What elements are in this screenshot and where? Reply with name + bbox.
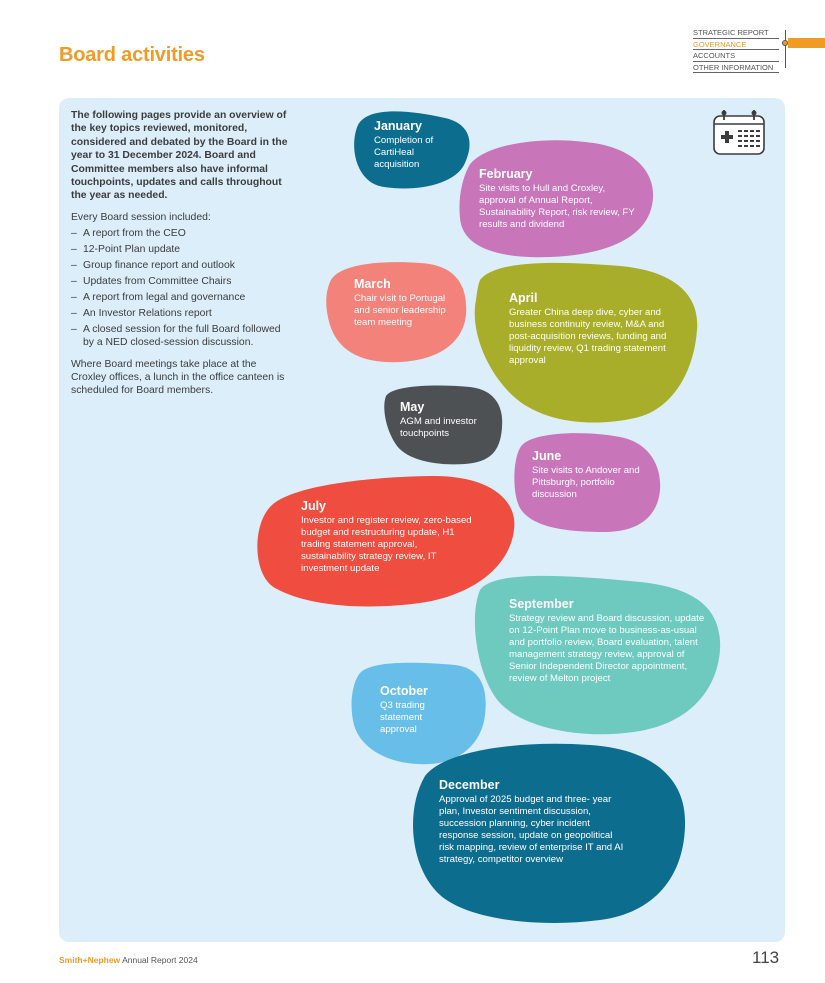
month-may xyxy=(400,400,495,440)
intro-note: Where Board meetings take place at the Croxley offices, a lunch in the office canteen is scheduled for Board members. xyxy=(71,358,285,397)
month-detail: Site visits to Andover and Pittsburgh, portfolio discussion xyxy=(532,465,640,500)
month-detail: Site visits to Hull and Croxley, approval of Annual Report, Sustainability Report, risk review, FY results and dividend xyxy=(479,183,635,230)
footer-brand xyxy=(59,955,198,965)
month-detail: Greater China deep dive, cyber and business continuity review, M&A and post-acquisition reviews, funding and liquidity review, Q1 trading statement approval xyxy=(509,307,667,366)
month-detail: Investor and register review, zero-based budget and restructuring update, H1 trading statement approval, sustainability strategy review, IT investment update xyxy=(301,515,472,574)
month-detail: Approval of 2025 budget and three- year plan, Investor sentiment discussion, succession planning, cyber incident response session, update on geopolitical risk mapping, review of enterprise IT and AI strategy, competitor overview xyxy=(439,794,624,865)
month-february xyxy=(479,167,639,231)
month-september xyxy=(509,597,707,685)
month-detail: Q3 trading statement approval xyxy=(380,700,425,735)
month-detail: Strategy review and Board discussion, update on 12-Point Plan move to business-as-usual and portfolio review, Board evaluation, talent management strategy review, approval of Senior Independent Director appointment, review of Melton project xyxy=(509,613,705,684)
month-detail: AGM and investor touchpoints xyxy=(400,416,477,439)
month-june xyxy=(532,449,650,501)
month-name: March xyxy=(354,277,391,291)
list-item: – A report from the CEO xyxy=(71,227,293,240)
month-name: January xyxy=(374,119,422,133)
month-detail: Chair visit to Portugal and senior leadership team meeting xyxy=(354,293,446,328)
month-name: April xyxy=(509,291,538,305)
month-name: February xyxy=(479,167,533,181)
month-detail: Completion of CartiHeal acquisition xyxy=(374,135,434,170)
list-item: – Updates from Committee Chairs xyxy=(71,275,293,288)
month-december xyxy=(439,778,624,866)
month-july xyxy=(301,499,473,575)
nav-item-accounts[interactable]: ACCOUNTS xyxy=(693,50,779,62)
month-march xyxy=(354,277,454,329)
month-january xyxy=(374,119,459,171)
brand-name: Smith+Nephew xyxy=(59,955,121,965)
month-name: July xyxy=(301,499,327,513)
month-name: May xyxy=(400,400,425,414)
month-april xyxy=(509,291,684,367)
nav-item-strategic-report[interactable]: STRATEGIC REPORT xyxy=(693,27,779,39)
intro-summary: The following pages provide an overview of the key topics reviewed, monitored, considered and debated by the Board in the year to 31 December 2024. Board and Committee members also have informal touchpoints, updates and calls throughout the year as needed. xyxy=(71,110,288,202)
nav-item-other-information[interactable]: OTHER INFORMATION xyxy=(693,62,779,74)
list-item: – 12-Point Plan update xyxy=(71,243,293,256)
page-title: Board activities xyxy=(59,44,205,66)
report-name: Annual Report 2024 xyxy=(122,955,198,965)
list-item: – A closed session for the full Board followed by a NED closed-session discussion. xyxy=(71,323,293,350)
list-item: – Group finance report and outlook xyxy=(71,259,293,272)
nav-item-governance[interactable]: GOVERNANCE xyxy=(693,39,779,51)
list-item: – A report from legal and governance xyxy=(71,291,293,304)
month-name: October xyxy=(380,684,428,698)
list-item: – An Investor Relations report xyxy=(71,307,293,320)
month-name: September xyxy=(509,597,574,611)
page-number: 113 xyxy=(752,948,780,967)
month-name: June xyxy=(532,449,562,463)
month-name: December xyxy=(439,778,500,792)
intro-lead: Every Board session included: xyxy=(71,211,211,223)
month-october xyxy=(380,684,460,736)
